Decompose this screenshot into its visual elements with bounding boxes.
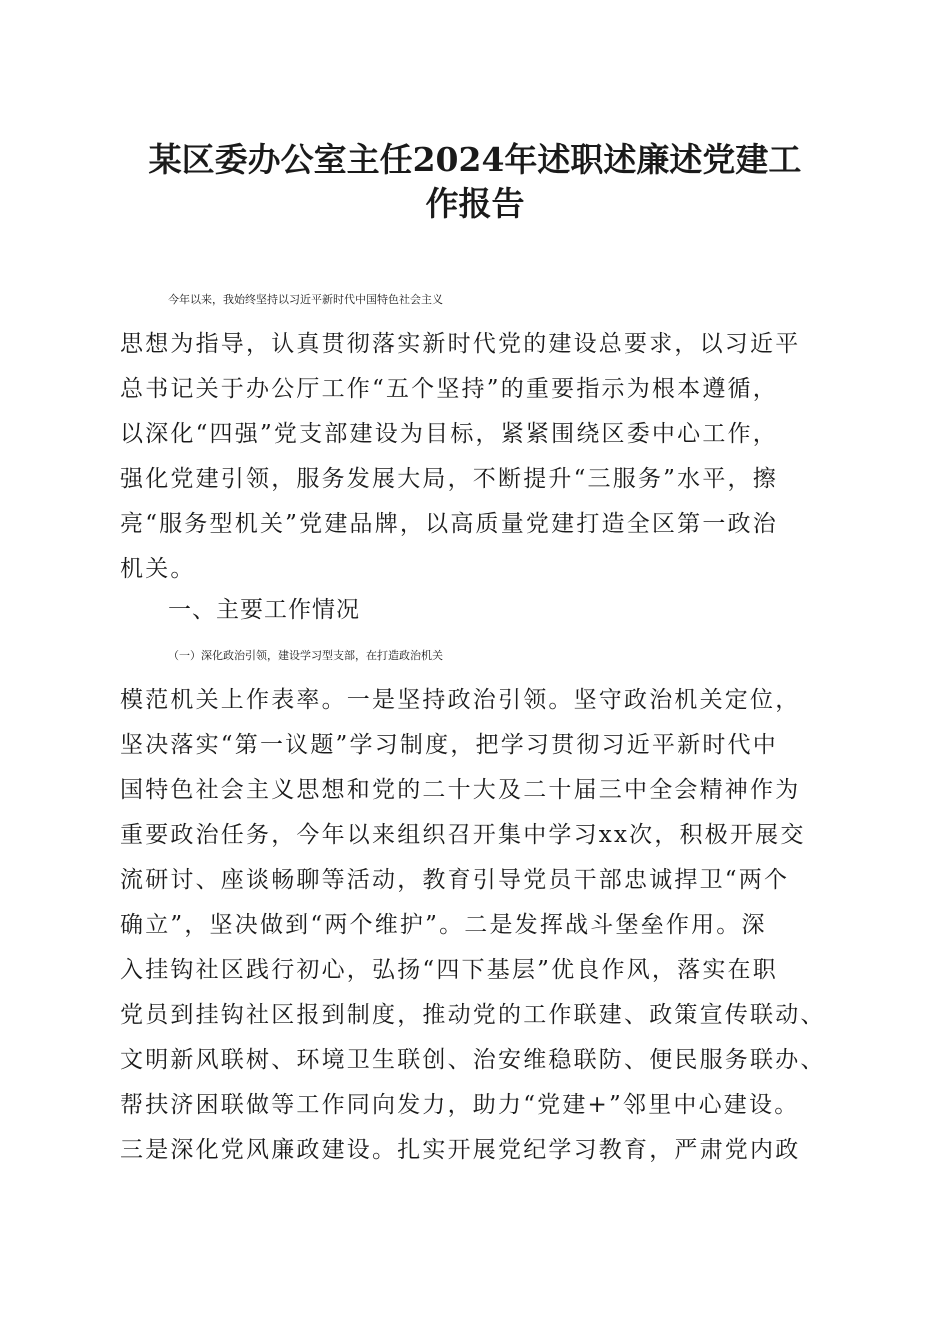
section1-line-7: 确立”，坚决做到“两个维护”。二是发挥战斗堡垒作用。深 xyxy=(120,912,767,938)
intro-line-1: 今年以来，我始终坚持以习近平新时代中国特色社会主义 xyxy=(168,293,443,306)
document-title-line-1: 某区委办公室主任2024年述职述廉述党建工 xyxy=(148,140,802,179)
section1-line-1: （一）深化政治引领，建设学习型支部，在打造政治机关 xyxy=(168,649,443,662)
intro-line-5: 强化党建引领，服务发展大局，不断提升“三服务”水平，擦 xyxy=(120,466,778,492)
section1-line-6: 流研讨、座谈畅聊等活动，教育引导党员干部忠诚捍卫“两个 xyxy=(120,867,790,893)
intro-line-6: 亮“服务型机关”党建品牌，以高质量党建打造全区第一政治 xyxy=(120,511,778,537)
section1-line-5: 重要政治任务，今年以来组织召开集中学习xx次，积极开展交 xyxy=(120,822,806,848)
section1-line-10: 文明新风联树、环境卫生联创、治安维稳联防、便民服务联办、 xyxy=(120,1047,826,1073)
intro-line-3: 总书记关于办公厅工作“五个坚持”的重要指示为根本遵循， xyxy=(120,376,778,402)
section1-line-3: 坚决落实“第一议题”学习制度，把学习贯彻习近平新时代中 xyxy=(120,732,778,758)
section1-line-9: 党员到挂钩社区报到制度，推动党的工作联建、政策宣传联动、 xyxy=(120,1002,826,1028)
section1-line-12: 三是深化党风廉政建设。扎实开展党纪学习教育，严肃党内政 xyxy=(120,1137,801,1163)
intro-line-2: 思想为指导，认真贯彻落实新时代党的建设总要求，以习近平 xyxy=(120,331,801,357)
intro-line-4: 以深化“四强”党支部建设为目标，紧紧围绕区委中心工作， xyxy=(120,421,778,447)
section1-line-4: 国特色社会主义思想和党的二十大及二十届三中全会精神作为 xyxy=(120,777,801,803)
section-heading: 一、主要工作情况 xyxy=(168,597,360,623)
section1-line-8: 入挂钩社区践行初心，弘扬“四下基层”优良作风，落实在职 xyxy=(120,957,778,983)
intro-line-7: 机关。 xyxy=(120,556,196,582)
section1-line-2: 模范机关上作表率。一是坚持政治引领。坚守政治机关定位， xyxy=(120,687,801,713)
document-title-line-2: 作报告 xyxy=(425,184,525,223)
section1-line-11: 帮扶济困联做等工作同向发力，助力“党建+”邻里中心建设。 xyxy=(120,1092,800,1118)
